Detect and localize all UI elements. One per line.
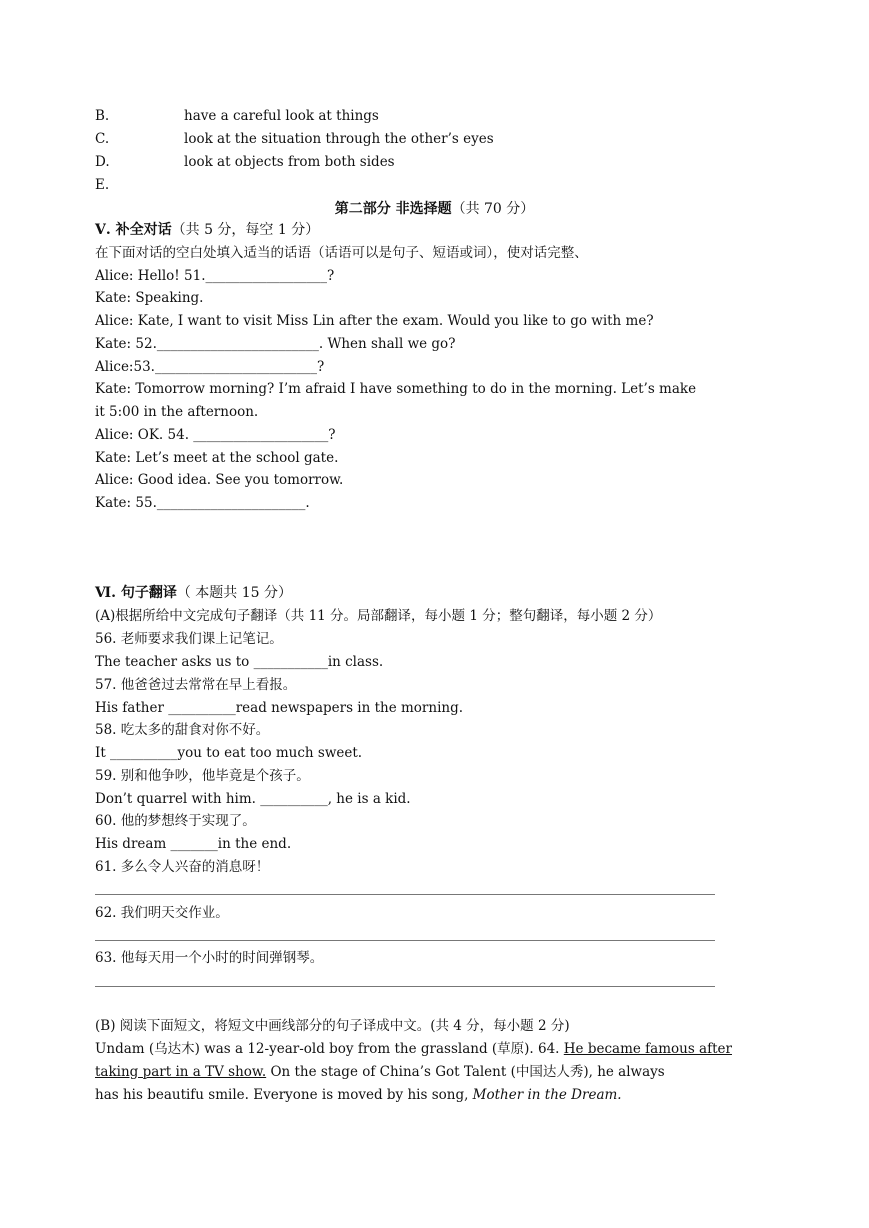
dialogue-line: Kate: Tomorrow morning? I’m afraid I have something to do in the morning. Let’s make [95, 381, 697, 397]
translation-cn: 56. 老师要求我们课上记笔记。 [95, 631, 283, 647]
translation-cn: 62. 我们明天交作业。 [95, 905, 229, 921]
passage-text: On the stage of China’s Got Talent (中国达人秀), he always [266, 1064, 665, 1080]
dialogue-line: Kate: Speaking. [95, 290, 204, 306]
dialogue-line: Alice: OK. 54. ____________________? [95, 427, 336, 443]
translation-en: It __________you to eat too much sweet. [95, 745, 363, 761]
part-two-heading [0, 198, 869, 218]
section5-instruction: 在下面对话的空白处填入适当的话语（话语可以是句子、短语或词），使对话完整、 [95, 245, 588, 261]
underlined-sentence: taking part in a TV show. [95, 1064, 267, 1080]
translation-cn: 58. 吃太多的甜食对你不好。 [95, 722, 270, 738]
section5-title: Ⅴ. 补全对话 [95, 222, 172, 238]
translation-cn: 63. 他每天用一个小时的时间弹钢琴。 [95, 950, 324, 966]
option-text: look at objects from both sides [184, 154, 395, 170]
section6-part-a: (A)根据所给中文完成句子翻译（共 11 分。局部翻译，每小题 1 分；整句翻译，每小题 2 分） [95, 608, 662, 624]
option-e [95, 176, 184, 194]
dialogue-line: Kate: 55.______________________. [95, 495, 310, 511]
passage-line [95, 1040, 732, 1058]
option-letter: C. [95, 131, 110, 147]
dialogue-line: Alice:53.________________________? [95, 359, 325, 375]
section6-title: Ⅵ. 句子翻译 [95, 585, 177, 601]
option-b [95, 107, 379, 125]
passage-text: has his beautifu smile. Everyone is moved by his song, [95, 1087, 473, 1103]
part-two-points: （共 70 分） [451, 201, 535, 217]
answer-line[interactable] [95, 894, 715, 895]
option-d [95, 153, 395, 171]
option-text: look at the situation through the other’s eyes [184, 131, 494, 147]
translation-cn: 59. 别和他争吵，他毕竟是个孩子。 [95, 768, 310, 784]
answer-line[interactable] [95, 940, 715, 941]
translation-en: The teacher asks us to ___________in class. [95, 654, 384, 670]
section5-points: （共 5 分，每空 1 分） [171, 222, 320, 238]
answer-line[interactable] [95, 986, 715, 987]
dialogue-line: it 5:00 in the afternoon. [95, 404, 259, 420]
passage-line [95, 1086, 622, 1104]
dialogue-line: Kate: Let’s meet at the school gate. [95, 450, 339, 466]
section6-points: （ 本题共 15 分） [176, 585, 293, 601]
translation-en: Don’t quarrel with him. __________, he is a kid. [95, 791, 411, 807]
translation-cn: 57. 他爸爸过去常常在早上看报。 [95, 677, 297, 693]
dialogue-line: Alice: Good idea. See you tomorrow. [95, 472, 344, 488]
translation-cn: 60. 他的梦想终于实现了。 [95, 813, 256, 829]
option-text: have a careful look at things [184, 108, 379, 124]
translation-en: His father __________read newspapers in the morning. [95, 700, 464, 716]
option-c [95, 130, 494, 148]
part-two-title: 第二部分 非选择题 [334, 201, 452, 217]
underlined-sentence: He became famous after [563, 1041, 732, 1057]
option-letter: B. [95, 108, 110, 124]
passage-text: Undam (乌达木) was a 12-year-old boy from the grassland (草原). 64. [95, 1041, 564, 1057]
translation-cn: 61. 多么令人兴奋的消息呀！ [95, 859, 270, 875]
dialogue-line: Kate: 52.________________________. When shall we go? [95, 336, 456, 352]
section5-heading [95, 221, 319, 239]
section6-part-b: (B) 阅读下面短文，将短文中画线部分的句子译成中文。(共 4 分，每小题 2 分) [95, 1018, 570, 1034]
passage-line [95, 1063, 665, 1081]
section6-heading [95, 584, 292, 602]
translation-en: His dream _______in the end. [95, 836, 292, 852]
option-letter: E. [95, 177, 110, 193]
option-letter: D. [95, 154, 110, 170]
dialogue-line: Alice: Hello! 51.__________________? [95, 268, 335, 284]
dialogue-line: Alice: Kate, I want to visit Miss Lin after the exam. Would you like to go with me? [95, 313, 654, 329]
song-title: Mother in the Dream. [472, 1087, 622, 1103]
